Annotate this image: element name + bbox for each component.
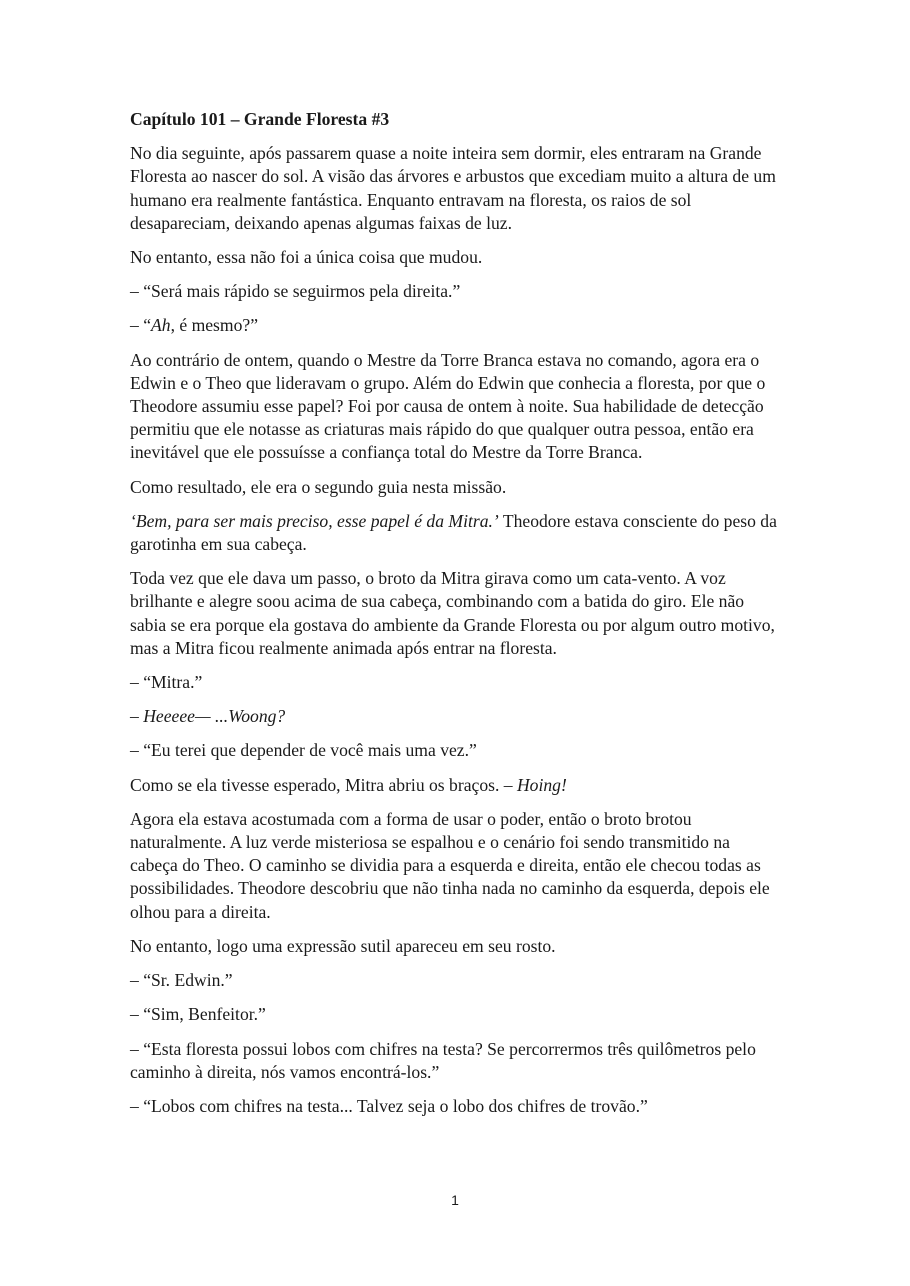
text-run: – “Será mais rápido se seguirmos pela direita.” [130, 281, 461, 302]
text-run: No entanto, essa não foi a única coisa que mudou. [130, 247, 483, 268]
text-run: – “Sim, Benfeitor.” [130, 1004, 266, 1025]
text-run: , é mesmo?” [170, 315, 259, 336]
text-run: – “ [130, 315, 152, 336]
text-run: Como resultado, ele era o segundo guia nesta missão. [130, 476, 507, 497]
paragraph [130, 1038, 782, 1084]
text-run: – “Mitra.” [130, 672, 203, 693]
text-run: Toda vez que ele dava um passo, o broto da Mitra girava como um cata-vento. A voz brilhante e alegre soou acima de sua cabeça, combinando com a batida do giro. Ele não sabia se era porque ela gostava do ambiente da Grande Floresta ou por algum outro motivo, mas a Mitra ficou realmente animada após entrar na floresta. [130, 568, 775, 658]
text-run: Como se ela tivesse esperado, Mitra abriu os braços. – [130, 774, 517, 795]
text-run: Theodore estava consciente do peso da garotinha em sua cabeça. [130, 510, 777, 555]
text-run: No entanto, logo uma expressão sutil apareceu em seu rosto. [130, 935, 556, 956]
paragraph [130, 476, 782, 499]
text-run: – “Lobos com chifres na testa... Talvez seja o lobo dos chifres de trovão.” [130, 1095, 648, 1116]
italic-text: ‘Bem, para ser mais preciso, esse papel é da Mitra.’ [130, 510, 499, 531]
italic-text: Ah [151, 315, 171, 336]
paragraph [130, 1003, 782, 1026]
paragraph [130, 671, 782, 694]
paragraph [130, 349, 782, 465]
body-text [130, 142, 782, 1118]
paragraph [130, 246, 782, 269]
italic-text: Heeeee— ...Woong? [143, 706, 286, 727]
paragraph [130, 567, 782, 660]
text-run: Ao contrário de ontem, quando o Mestre da Torre Branca estava no comando, agora era o Edwin e o Theo que lideravam o grupo. Além do Edwin que conhecia a floresta, por que o Theodore assumiu esse papel? Foi por causa de ontem à noite. Sua habilidade de detecção permitiu que ele notasse as criaturas mais rápido do que qualquer outra pessoa, então era inevitável que ele possuísse a confiança total do Mestre da Torre Branca. [130, 349, 766, 463]
text-run: Agora ela estava acostumada com a forma de usar o poder, então o broto brotou naturalmente. A luz verde misteriosa se espalhou e o cenário foi sendo transmitido na cabeça do Theo. O caminho se dividia para a esquerda e direita, então ele checou todas as possibilidades. Theodore descobriu que não tinha nada no caminho da esquerda, depois ele olhou para a direita. [130, 808, 770, 922]
text-run: No dia seguinte, após passarem quase a noite inteira sem dormir, eles entraram na Grande Floresta ao nascer do sol. A visão das árvores e arbustos que excediam muito a altura de um humano era realmente fantástica. Enquanto entravam na floresta, os raios de sol desapareciam, deixando apenas algumas faixas de luz. [130, 143, 776, 233]
italic-text: Hoing! [516, 774, 567, 795]
paragraph [130, 142, 782, 235]
paragraph [130, 935, 782, 958]
text-run: – “Eu terei que depender de você mais uma vez.” [130, 740, 477, 761]
page-content [130, 108, 782, 1129]
paragraph [130, 808, 782, 924]
paragraph [130, 280, 782, 303]
paragraph [130, 969, 782, 992]
text-run: – “Esta floresta possui lobos com chifres na testa? Se percorrermos três quilômetros pelo caminho à direita, nós vamos encontrá-los.” [130, 1038, 756, 1082]
text-run: – [130, 706, 144, 727]
paragraph [130, 739, 782, 762]
text-run: – “Sr. Edwin.” [130, 970, 233, 991]
paragraph [130, 705, 782, 728]
chapter-title: Capítulo 101 – Grande Floresta #3 [130, 109, 390, 129]
paragraph [130, 314, 782, 337]
paragraph [130, 774, 782, 797]
paragraph [130, 510, 782, 556]
paragraph [130, 1095, 782, 1118]
page-number: 1 [451, 1192, 459, 1208]
